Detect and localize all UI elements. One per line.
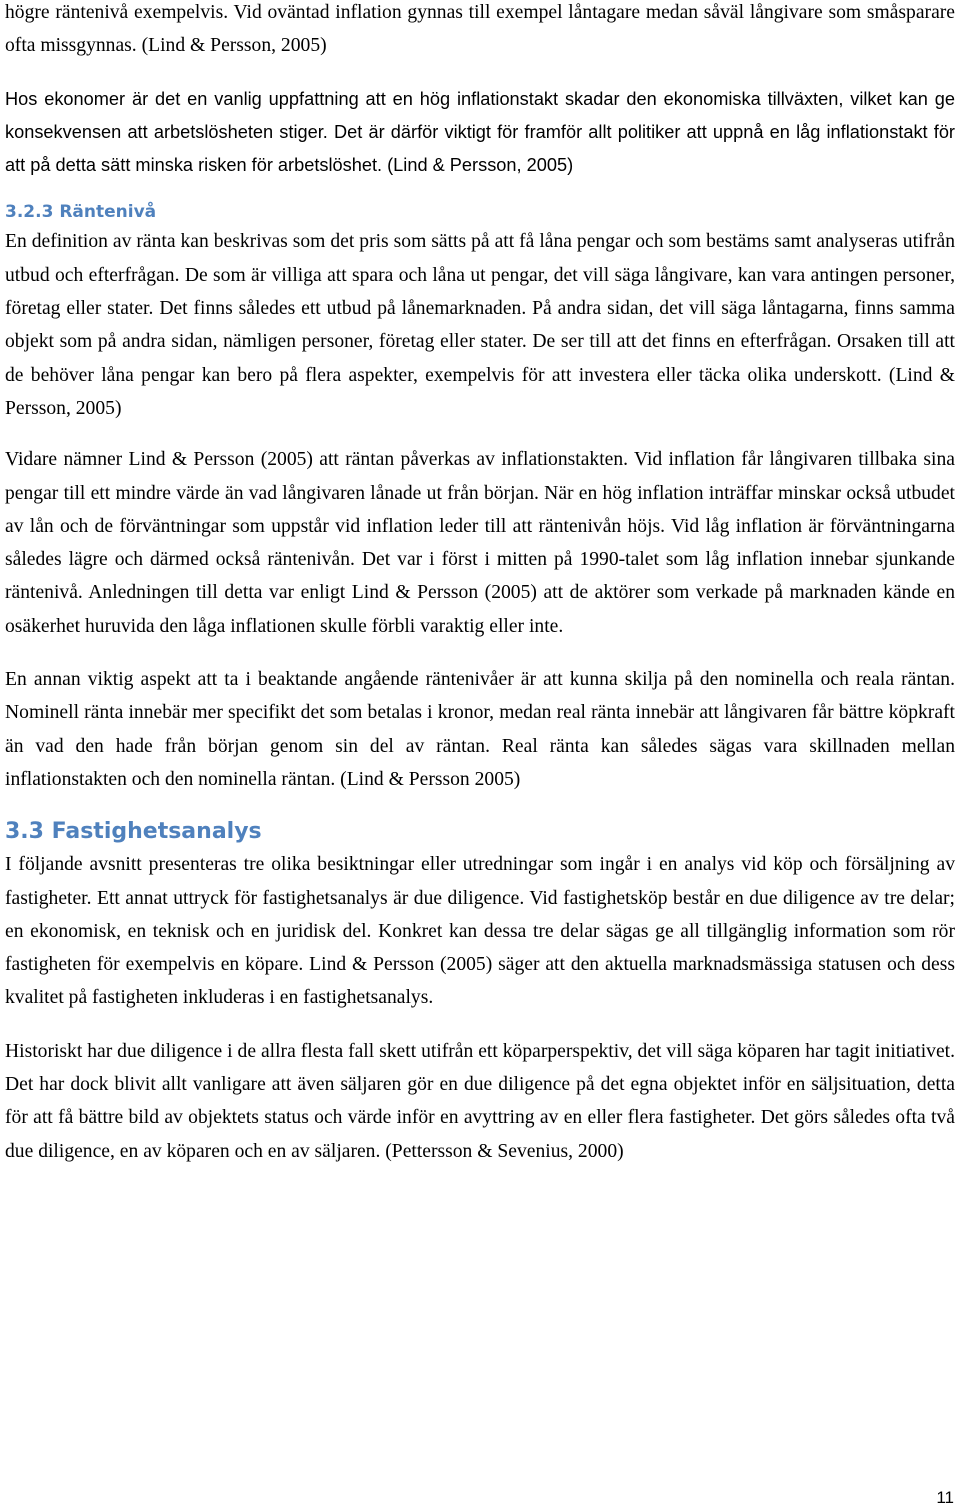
document-page — [5, 0, 955, 1168]
paragraph-nominal-real: En annan viktig aspekt att ta i beaktande angående räntenivåer är att kunna skilja på den nominella och reala räntan. Nominell ränta innebär mer specifikt det som betalas i kronor, medan real ränta innebär att långivaren får bättre köpkraft än vad den hade från början genom sin del av räntan. Real ränta kan således sägas vara skillnaden mellan inflationstakten och den nominella räntan. (Lind & Persson 2005) — [5, 669, 955, 790]
paragraph-unemployment: Hos ekonomer är det en vanlig uppfattning att en hög inflationstakt skadar den ekonomiska tillväxten, vilket kan ge konsekvensen att arbetslösheten stiger. Det är därför viktigt för framför allt politiker att uppnå en låg inflationstakt för att på detta sätt minska risken för arbetslöshet. (Lind & Persson, 2005) — [5, 88, 955, 176]
paragraph-inflation-effects: högre räntenivå exempelvis. Vid oväntad inflation gynnas till exempel låntagare medan såväl långivare som småsparare ofta missgynnas. (Lind & Persson, 2005) — [5, 2, 955, 57]
paragraph-interest-definition: En definition av ränta kan beskrivas som det pris som sätts på att få låna pengar och som bestäms samt analyseras utifrån utbud och efterfrågan. De som är villiga att spara och låna ut pengar, det vill säga långivare, kan vara antingen personer, företag eller stater. Det finns således ett utbud på lånemarknaden. På andra sidan, det vill säga låntagarna, finns samma objekt som på andra sidan, nämligen personer, företag eller stater. De ser till att det finns en efterfrågan. Orsaken till att de behöver låna pengar kan bero på flera aspekter, exempelvis för att investera eller täcka olika underskott. (Lind & Persson, 2005) — [5, 231, 955, 419]
paragraph-property-analysis: I följande avsnitt presenteras tre olika besiktningar eller utredningar som ingår i en analys vid köp och försäljning av fastigheter. Ett annat uttryck för fastighetsanalys är due diligence. Vid fastighetsköp består en due diligence av tre delar; en ekonomisk, en teknisk och en juridisk del. Konkret kan dessa tre delar sägas ge all tillgänglig information som rör fastigheten för exempelvis en köpare. Lind & Persson (2005) säger att den aktuella marknadsmässiga statusen och dess kvalitet på fastigheten inkluderas i en fastighetsanalys. — [5, 854, 955, 1009]
paragraph-interest-inflation: Vidare nämner Lind & Persson (2005) att räntan påverkas av inflationstakten. Vid inflation får långivaren tillbaka sina pengar till ett mindre värde än vad långivaren lånade ut från början. När en hög inflation inträffar minskar också utbudet av lån och de förväntningar som uppstår vid inflation leder till att räntenivån höjs. Vid låg inflation är förväntningarna således lägre och därmed också räntenivån. Det var i först i mitten på 1990-talet som låg inflation innebar sjunkande räntenivå. Anledningen till detta var enligt Lind & Persson (2005) att de aktörer som verkade på marknaden kände en osäkerhet huruvida den låga inflationen skulle förbli varaktig eller inte. — [5, 449, 955, 637]
paragraph-due-diligence-history: Historiskt har due diligence i de allra flesta fall skett utifrån ett köparperspektiv, det vill säga köparen har tagit initiativet. Det har dock blivit allt vanligare att även säljaren gör en due diligence på det egna objektet inför en säljsituation, detta för att få bättre bild av objektets status och värde inför en avyttring av en eller flera fastigheter. Det görs således ofta två due diligence, en av köparen och en av säljaren. (Pettersson & Sevenius, 2000) — [5, 1040, 955, 1162]
page-number: 11 — [936, 1488, 954, 1507]
heading-section-3-2-3: 3.2.3 Räntenivå — [5, 202, 157, 223]
heading-section-3-3: 3.3 Fastighetsanalys — [5, 819, 262, 845]
